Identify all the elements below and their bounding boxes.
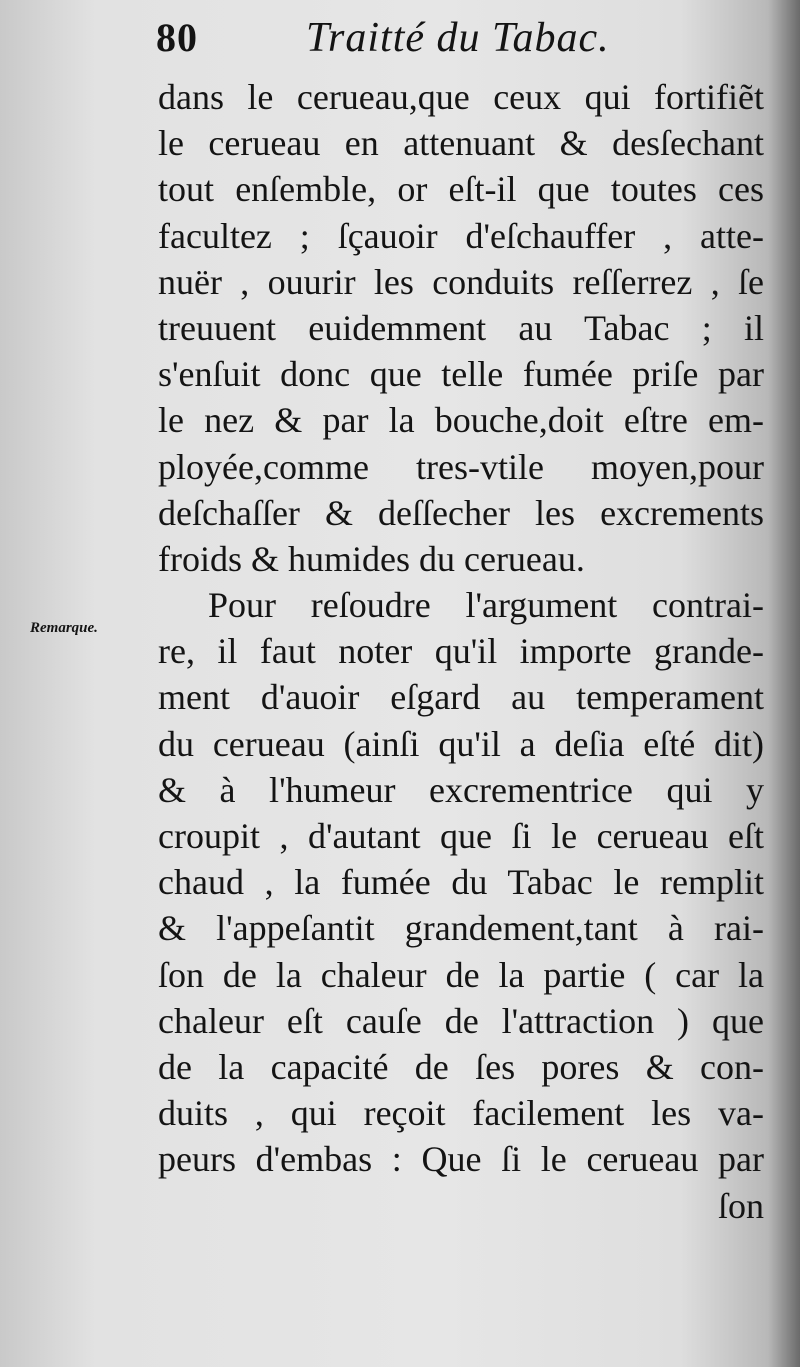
text-line: ſon de la chaleur de la partie ( car la bbox=[158, 954, 764, 995]
page-number: 80 bbox=[156, 15, 198, 60]
catchword: ſon bbox=[717, 1185, 764, 1226]
text-line: croupit , d'autant que ſi le cerueau eſt bbox=[158, 816, 764, 856]
text-line: ment d'auoir eſgard au temperament bbox=[158, 677, 764, 718]
text-line: le cerueau en attenuant & desſechant bbox=[158, 123, 764, 164]
text-line: nuër , ouurir les conduits reſſerrez , ſe bbox=[158, 261, 764, 302]
text-line: le nez & par la bouche,doit eſtre em- bbox=[158, 400, 764, 441]
margin-note: Remarque. bbox=[30, 620, 98, 636]
text-line: & à l'humeur excrementrice qui y bbox=[158, 769, 764, 810]
text-line: dans le cerueau,que ceux qui fortifiẽt bbox=[158, 77, 764, 117]
text-line: peurs d'embas : Que ſi le cerueau par bbox=[158, 1139, 764, 1180]
page-header bbox=[150, 8, 790, 70]
running-title: Traitté du Tabac. bbox=[306, 15, 610, 61]
text-line: de la capacité de ſes pores & con- bbox=[158, 1046, 764, 1087]
text-line: duits , qui reçoit facilement les va- bbox=[158, 1093, 764, 1134]
text-line: s'enſuit donc que telle fumée priſe par bbox=[158, 354, 764, 395]
text-line: du cerueau (ainſi qu'il a deſia eſté dit) bbox=[158, 723, 764, 764]
paragraph-start-line: Pour reſoudre l'argument contrai- bbox=[208, 585, 764, 626]
text-line: re, il faut noter qu'il importe grande- bbox=[158, 631, 764, 672]
text-line: treuuent euidemment au Tabac ; il bbox=[158, 307, 764, 348]
text-line: tout enſemble, or eſt-il que toutes ces bbox=[158, 169, 764, 210]
text-line: ployée,comme tres-vtile moyen,pour bbox=[158, 446, 764, 487]
text-line: deſchaſſer & deſſecher les excrements bbox=[158, 492, 764, 533]
text-line: & l'appeſantit grandement,tant à rai- bbox=[158, 908, 764, 949]
text-line: facultez ; ſçauoir d'eſchauffer , atte- bbox=[158, 215, 764, 256]
text-line: froids & humides du cerueau. bbox=[158, 538, 585, 579]
text-line: chaud , la fumée du Tabac le remplit bbox=[158, 862, 764, 903]
text-line: chaleur eſt cauſe de l'attraction ) que bbox=[158, 1000, 764, 1041]
body-text bbox=[158, 74, 764, 1229]
